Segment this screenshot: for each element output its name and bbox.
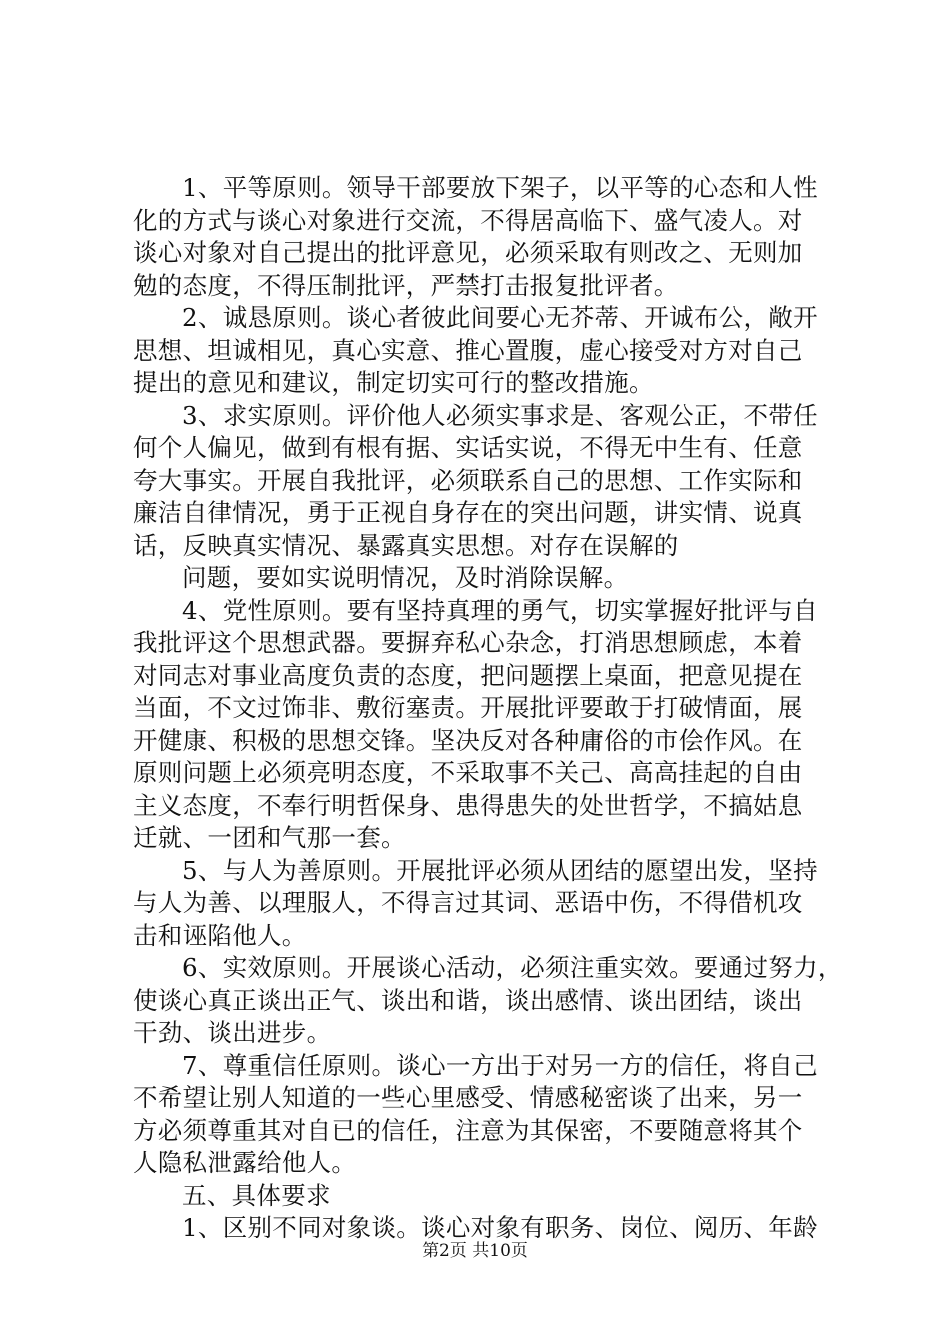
text-line: 7、尊重信任原则。谈心一方出于对另一方的信任，将自己 <box>182 1050 818 1080</box>
text-line: 原则问题上必须亮明态度，不采取事不关己、高高挂起的自由 <box>133 758 803 787</box>
text-line: 4、党性原则。要有坚持真理的勇气，切实掌握好批评与自 <box>182 595 818 625</box>
text-line: 五、具体要求 <box>182 1180 331 1210</box>
text-line: 干劲、谈出进步。 <box>133 1018 332 1047</box>
text-line: 击和诬陷他人。 <box>133 920 307 950</box>
text-line: 我批评这个思想武器。要摒弃私心杂念，打消思想顾虑，本着 <box>133 628 803 657</box>
text-line: 问题，要如实说明情况，及时消除误解。 <box>182 563 629 592</box>
text-line: 勉的态度，不得压制批评，严禁打击报复批评者。 <box>133 270 679 300</box>
text-line: 方必须尊重其对自已的信任，注意为其保密，不要随意将其个 <box>133 1115 803 1145</box>
text-line: 与人为善、以理服人，不得言过其词、恶语中伤，不得借机攻 <box>133 888 803 917</box>
text-line: 思想、坦诚相见，真心实意、推心置腹，虚心接受对方对自己 <box>133 335 803 365</box>
text-line: 提出的意见和建议，制定切实可行的整改措施。 <box>133 368 654 397</box>
text-line: 迁就、一团和气那一套。 <box>133 823 406 852</box>
text-line: 对同志对事业高度负责的态度，把问题摆上桌面，把意见提在 <box>133 660 803 690</box>
document-body <box>133 172 843 1245</box>
page-footer: 第2页 共10页 <box>422 1241 528 1261</box>
text-line: 1、平等原则。领导干部要放下架子，以平等的心态和人性 <box>182 173 818 202</box>
text-line: 廉洁自律情况，勇于正视自身存在的突出问题，讲实情、说真 <box>133 498 803 527</box>
text-line: 人隐私泄露给他人。 <box>133 1148 357 1177</box>
text-line: 3、求实原则。评价他人必须实事求是、客观公正，不带任 <box>182 400 818 430</box>
text-line: 夸大事实。开展自我批评，必须联系自己的思想、工作实际和 <box>133 465 803 495</box>
text-line: 何个人偏见，做到有根有据、实话实说，不得无中生有、任意 <box>133 433 803 462</box>
text-line: 2、诚恳原则。谈心者彼此间要心无芥蒂、开诚布公，敞开 <box>182 303 818 332</box>
text-line: 1、区别不同对象谈。谈心对象有职务、岗位、阅历、年龄 <box>182 1213 818 1242</box>
text-line: 话，反映真实情况、暴露真实思想。对存在误解的 <box>133 530 679 560</box>
text-line: 谈心对象对自己提出的批评意见，必须采取有则改之、无则加 <box>133 238 803 267</box>
text-line: 不希望让别人知道的一些心里感受、情感秘密谈了出来，另一 <box>133 1083 803 1112</box>
text-line: 使谈心真正谈出正气、谈出和谐，谈出感情、谈出团结，谈出 <box>133 985 803 1015</box>
text-line: 5、与人为善原则。开展批评必须从团结的愿望出发，坚持 <box>182 855 818 885</box>
text-line: 化的方式与谈心对象进行交流，不得居高临下、盛气凌人。对 <box>133 205 803 235</box>
text-line: 开健康、积极的思想交锋。坚决反对各种庸俗的市侩作风。在 <box>133 725 803 755</box>
text-line: 6、实效原则。开展谈心活动，必须注重实效。要通过努力， <box>182 953 843 982</box>
text-line: 主义态度，不奉行明哲保身、患得患失的处世哲学，不搞姑息 <box>133 790 803 820</box>
text-line: 当面，不文过饰非、敷衍塞责。开展批评要敢于打破情面，展 <box>133 693 803 722</box>
